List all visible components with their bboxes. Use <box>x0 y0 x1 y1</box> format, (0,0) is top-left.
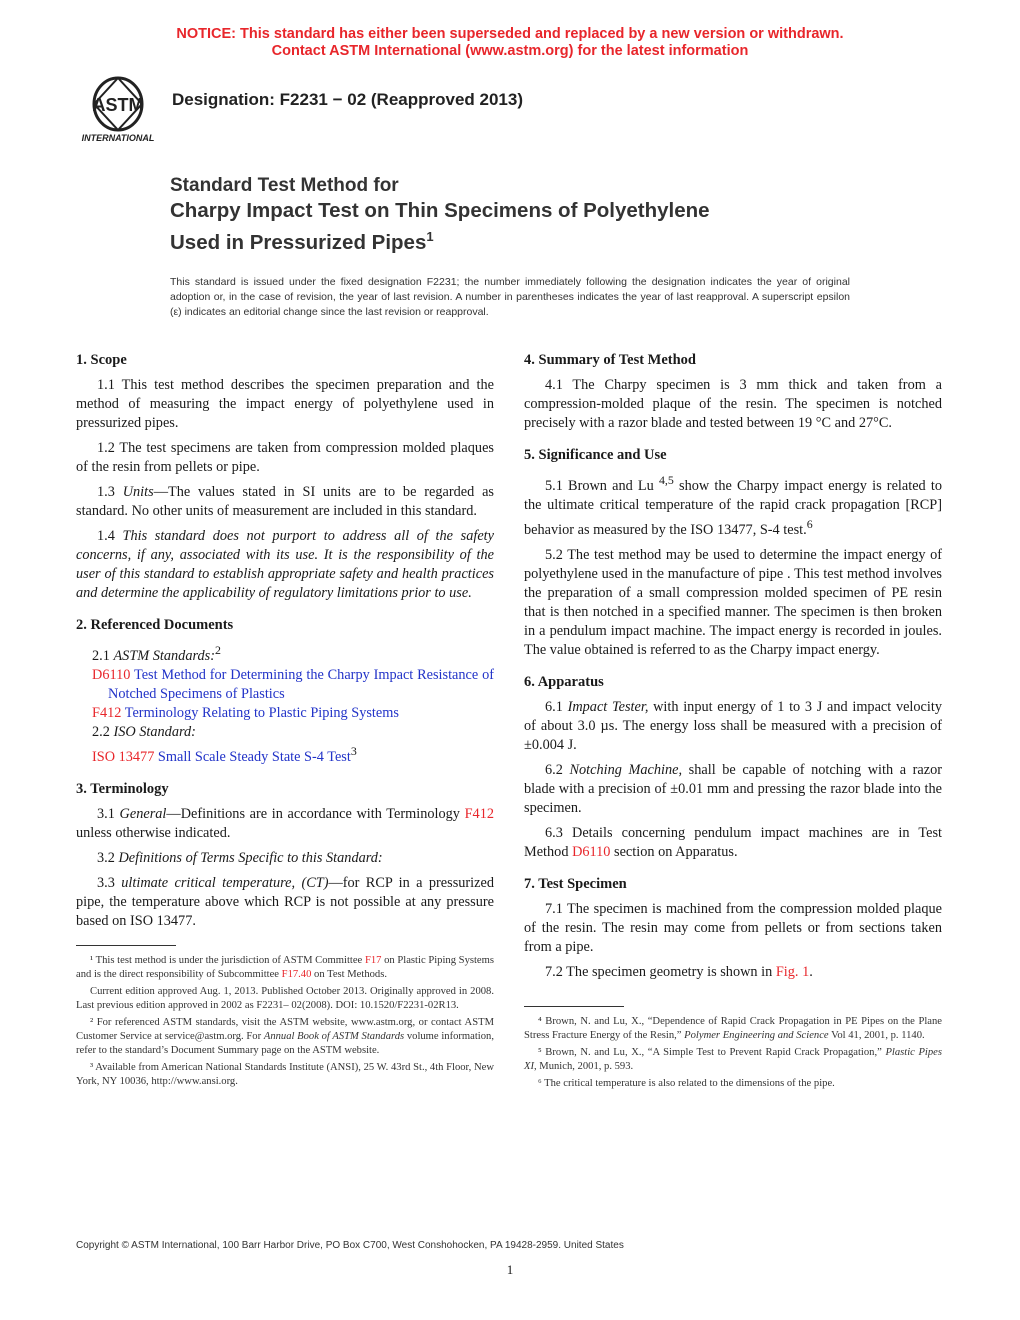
reference-d6110[interactable]: D6110 Test Method for Determining the Charpy Impact Resistance of Notched Specimens of Plastics <box>92 666 494 702</box>
footnote-4: ⁴ Brown, N. and Lu, X., “Dependence of Rapid Crack Propagation in PE Pipes on the Plane Stress Fracture Energy of the Resin,” Polymer Engineering and Science Vol 41, 2001, p. 1140. <box>524 1015 942 1041</box>
right-column <box>524 350 942 1094</box>
svg-text:ASTM: ASTM <box>92 95 144 115</box>
title-line-2: Charpy Impact Test on Thin Specimens of Polyethylene <box>170 199 710 222</box>
section-heading: 5. Significance and Use <box>524 447 667 463</box>
paragraph: 5.1 Brown and Lu $^{4,5}$ show the Charpy impact energy is related to the ultimate critical temperature of the rapid crack propagation [RCP] behavior as measured by the ISO 13477, S-4 test.$^6$ <box>524 473 942 538</box>
paragraph: 3.1 General—Definitions are in accordance with Terminology F412 unless otherwise indicated. <box>76 805 494 841</box>
paragraph: 7.1 The specimen is machined from the compression molded plaque of the resin. The resin may come from pellets or from sections taken from a pipe. <box>524 900 942 955</box>
section-heading: 1. Scope <box>76 352 127 368</box>
page-number: 1 <box>506 1262 514 1277</box>
section-referenced-documents <box>76 615 494 767</box>
section-heading: 2. Referenced Documents <box>76 617 234 633</box>
paragraph: 1.2 The test specimens are taken from compression molded plaques of the resin from pellets or pipe. <box>76 440 494 475</box>
section-summary <box>524 350 942 433</box>
section-heading: 3. Terminology <box>76 780 169 797</box>
footnote-2: ² For referenced ASTM standards, visit the ASTM website, www.astm.org, or contact ASTM Customer Service at service@astm.org. For Annual Book of ASTM Standards volume information, refer to the standard’s Document Summary page on the ASTM website. <box>76 1016 494 1056</box>
designation: Designation: F2231 − 02 (Reapproved 2013) <box>172 90 523 109</box>
footnote-3: ³ Available from American National Standards Institute (ANSI), 25 W. 43rd St., 4th Floor, New York, NY 10036, http://www.ansi.org. <box>76 1061 494 1087</box>
section-heading: 4. Summary of Test Method <box>524 352 696 368</box>
paragraph: 4.1 The Charpy specimen is 3 mm thick and taken from a compression-molded plaque of the resin. The specimen is notched precisely with a razor blade and tested between 19 °C and 27°C. <box>524 377 942 431</box>
left-column <box>76 350 494 1092</box>
document-title <box>170 174 870 256</box>
paragraph: 1.3 Units—The values stated in SI units are to be regarded as standard. No other units of measurement are included in this standard. <box>76 484 494 519</box>
superseded-notice <box>0 26 1020 60</box>
paragraph: 6.3 Details concerning pendulum impact machines are in Test Method D6110 section on Apparatus. <box>524 824 942 860</box>
title-line-1: Standard Test Method for <box>170 175 399 196</box>
paragraph: 7.2 The specimen geometry is shown in Fig. 1. <box>545 963 813 980</box>
reference-iso-13477[interactable]: ISO 13477 Small Scale Steady State S-4 Test$^3$ <box>92 743 357 765</box>
footnote-6: ⁶ The critical temperature is also related to the dimensions of the pipe. <box>538 1077 835 1089</box>
section-heading: 6. Apparatus <box>524 673 604 690</box>
paragraph: 6.1 Impact Tester, with input energy of 1 to 3 J and impact velocity of about 3.0 µs. The energy loss shall be measured with a precision of ±0.004 J. <box>524 698 942 753</box>
notice-line-2: Contact ASTM International (www.astm.org) for the latest information <box>271 43 749 59</box>
section-test-specimen <box>524 874 942 982</box>
section-scope <box>76 350 494 603</box>
section-terminology <box>76 779 494 931</box>
reference-f412[interactable]: F412 Terminology Relating to Plastic Piping Systems <box>92 704 399 721</box>
footnote-divider <box>76 945 176 946</box>
copyright-footer: Copyright © ASTM International, 100 Barr Harbor Drive, PO Box C700, West Conshohocken, PA 19428-2959. United States <box>76 1240 624 1251</box>
footnote-5: ⁵ Brown, N. and Lu, X., “A Simple Test to Prevent Rapid Crack Propagation,” Plastic Pipes XI, Munich, 2001, p. 593. <box>524 1046 942 1072</box>
link-f17-40[interactable]: F17.40 <box>281 968 312 980</box>
notice-line-1: NOTICE: This standard has either been superseded and replaced by a new version or withdrawn. <box>176 26 844 42</box>
link-f17[interactable]: F17 <box>364 954 382 966</box>
paragraph: 1.4 This standard does not purport to address all of the safety concerns, if any, associated with its use. It is the responsibility of the user of this standard to establish appropriate safety and health practices and determine the applicability of regulatory limitations prior to use. <box>76 528 494 601</box>
section-apparatus <box>524 672 942 862</box>
title-line-3: Used in Pressurized Pipes$^1$ <box>170 229 434 254</box>
svg-text:INTERNATIONAL: INTERNATIONAL <box>81 133 155 143</box>
link-fig-1[interactable]: Fig. 1 <box>775 963 810 980</box>
paragraph: 2.1 ASTM Standards:$^2$ <box>92 643 221 664</box>
issued-note: This standard is issued under the fixed designation F2231; the number immediately following the designation indicates the year of original adoption or, in the case of revision, the year of last revision. A number in parentheses indicates the year of last reapproval. A superscript epsilon (ε) indicates an editorial change since the last revision or reapproval. <box>170 276 850 318</box>
astm-logo <box>74 74 164 146</box>
paragraph: 2.2 ISO Standard: <box>92 723 196 740</box>
paragraph: 5.2 The test method may be used to determine the impact energy of polyethylene used in the manufacture of pipe . This test method involves the preparation of a small compression molded specimen of PE resin that is then notched in a specified manner. The specimen is then broken in a pendulum impact machine. The impact energy is recorded in joules. The value obtained is referred to as the Charpy impact energy. <box>524 546 942 658</box>
link-f412[interactable]: F412 <box>464 805 494 822</box>
footnote-divider <box>524 1006 624 1007</box>
link-d6110[interactable]: D6110 <box>572 843 611 860</box>
paragraph: 1.1 This test method describes the specimen preparation and the method of measuring the impact energy of polyethylene used in pressurized pipes. <box>76 377 494 431</box>
paragraph: 6.2 Notching Machine, shall be capable of notching with a razor blade with a precision of ±0.01 mm and pressing the razor blade into the specimen. <box>524 761 942 816</box>
section-heading: 7. Test Specimen <box>524 875 627 892</box>
footnote-1: ¹ This test method is under the jurisdiction of ASTM Committee F17 on Plastic Piping Systems and is the direct responsibility of Subcommittee F17.40 on Test Methods. <box>76 954 494 980</box>
section-significance <box>524 445 942 660</box>
footnote-1-edition: Current edition approved Aug. 1, 2013. Published October 2013. Originally approved in 2008. Last previous edition approved in 2002 as F2231– 02(2008). DOI: 10.1520/F2231-02R13. <box>76 985 494 1011</box>
paragraph: 3.2 Definitions of Terms Specific to this Standard: <box>97 849 383 866</box>
paragraph: 3.3 ultimate critical temperature, (CT)—for RCP in a pressurized pipe, the temperature above which RCP is not possible at any pressure based on ISO 13477. <box>76 874 494 929</box>
